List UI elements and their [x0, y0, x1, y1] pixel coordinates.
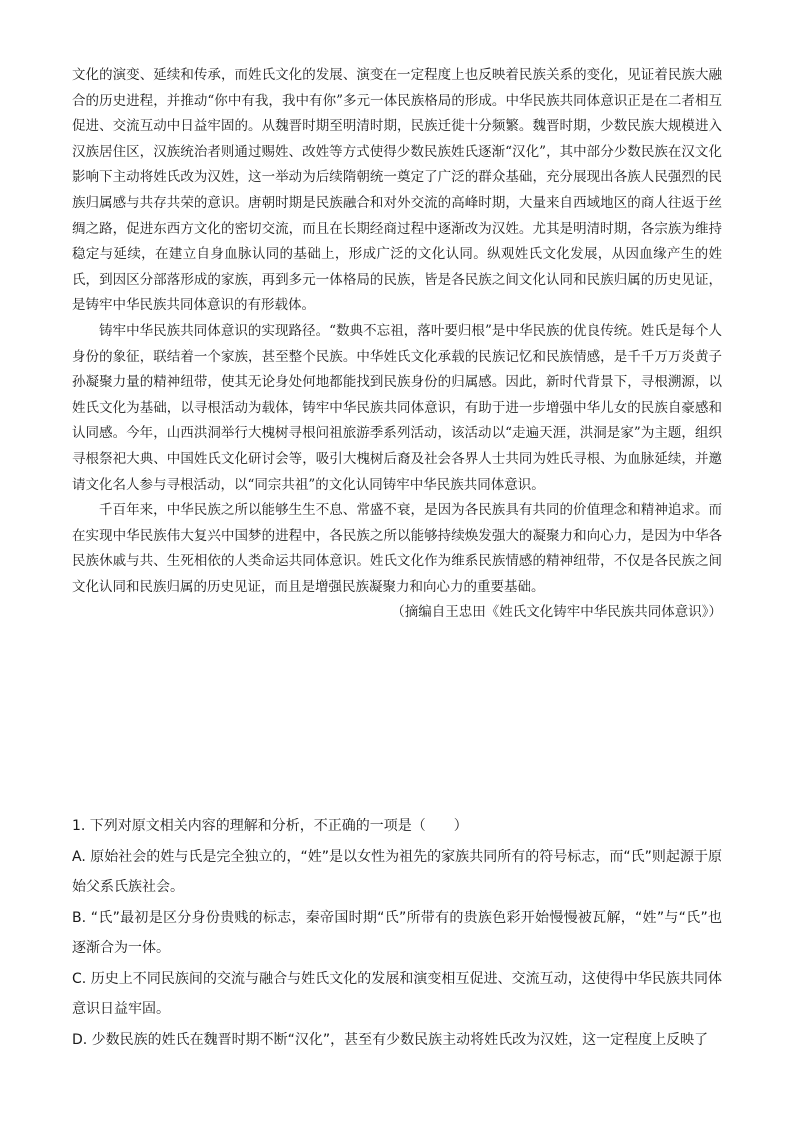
article-paragraph-3: 千百年来，中华民族之所以能够生生不息、常盛不衰，是因为各民族具有共同的价值理念和精神追求。而在实现中华民族伟大复兴中国梦的进程中，各民族之所以能够持续焕发强大的凝聚力和向心力，是因为中华各民族休戚与共、生死相依的人类命运共同体意识。姓氏文化作为维系民族情感的精神纽带，不仅是各民族之间文化认同和民族归属的历史见证，而且是增强民族凝聚力和向心力的重要基础。 — [72, 502, 722, 595]
article-paragraph-2: 铸牢中华民族共同体意识的实现路径。“数典不忘祖，落叶要归根”是中华民族的优良传统。姓氏是每个人身份的象征，联结着一个家族，甚至整个民族。中华姓氏文化承载的民族记忆和民族情感，是千千万万炎黄子孙凝聚力量的精神纽带，使其无论身处何地都能找到民族身份的归属感。因此，新时代背景下，寻根溯源，以姓氏文化为基础，以寻根活动为载体，铸牢中华民族共同体意识，有助于进一步增强中华儿女的民族自豪感和认同感。今年，山西洪洞举行大槐树寻根问祖旅游季系列活动，该活动以“走遍天涯，洪洞是家”为主题，组织寻根祭祀大典、中国姓氏文化研讨会等，吸引大槐树后裔及社会各界人士共同为姓氏寻根、为血脉延续，并邀请文化名人参与寻根活动，以“同宗共祖”的文化认同铸牢中华民族共同体意识。 — [72, 322, 722, 493]
article-source-citation: （摘编自王忠田《姓氏文化铸牢中华民族共同体意识》） — [391, 604, 722, 621]
option-a: A. 原始社会的姓与氏是完全独立的，“姓”是以女性为祖先的家族共同所有的符号标志，而“氏”则起源于原始父系氏族社会。 — [72, 848, 722, 895]
option-d: D. 少数民族的姓氏在魏晋时期不断“汉化”，甚至有少数民族主动将姓氏改为汉姓，这一定程度上反映了 — [72, 1031, 709, 1048]
option-b: B. “氏”最初是区分身份贵贱的标志，秦帝国时期“氏”所带有的贵族色彩开始慢慢被瓦解，“姓”与“氏”也逐渐合为一体。 — [72, 909, 722, 956]
question-block — [72, 811, 722, 1055]
article-body — [72, 63, 722, 626]
article-paragraph-1: 文化的演变、延续和传承，而姓氏文化的发展、演变在一定程度上也反映着民族关系的变化，见证着民族大融合的历史进程，并推动“你中有我，我中有你”多元一体民族格局的形成。中华民族共同体意识正是在二者相互促进、交流互动中日益牢固的。从魏晋时期至明清时期，民族迁徙十分频繁。魏晋时期，少数民族大规模进入汉族居住区，汉族统治者则通过赐姓、改姓等方式使得少数民族姓氏逐渐“汉化”，其中部分少数民族在汉文化影响下主动将姓氏改为汉姓，这一举动为后续隋朝统一奠定了广泛的群众基础，充分展现出各族人民强烈的民族归属感与共存共荣的意识。唐朝时期是民族融合和对外交流的高峰时期，大量来自西域地区的商人往返于丝绸之路，促进东西方文化的密切交流，而且在长期经商过程中逐渐改为汉姓。尤其是明清时期，各宗族为维持稳定与延续，在建立自身血脉认同的基础上，形成广泛的文化认同。纵观姓氏文化发展，从因血缘产生的姓氏，到因区分部落形成的家族，再到多元一体格局的民族，皆是各民族之间文化认同和民族归属的历史见证，是铸牢中华民族共同体意识的有形载体。 — [72, 67, 722, 314]
question-stem: 1. 下列对原文相关内容的理解和分析，不正确的一项是（ ） — [72, 818, 468, 834]
option-c: C. 历史上不同民族间的交流与融合与姓氏文化的发展和演变相互促进、交流互动，这使得中华民族共同体意识日益牢固。 — [72, 970, 722, 1017]
